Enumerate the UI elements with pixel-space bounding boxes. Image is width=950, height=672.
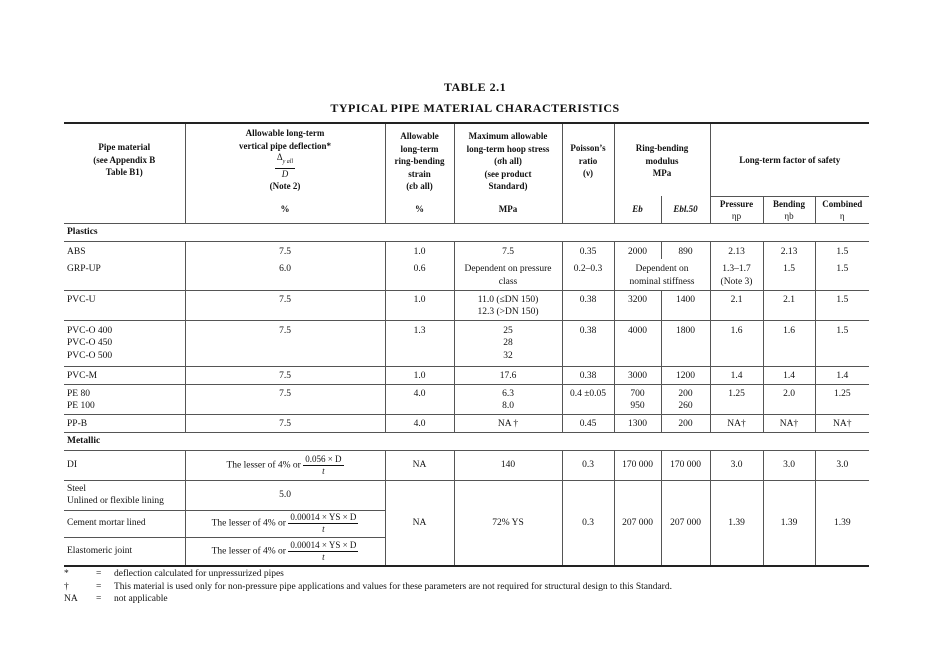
table-cell: Dependent on pressure class (454, 259, 562, 290)
footnote: NA = not applicable (64, 594, 168, 604)
table-cell: 1200 (661, 366, 710, 384)
table-cell: 1.6 (763, 320, 815, 366)
table-cell: 1.39 (763, 480, 815, 566)
table-cell: 1.5 (763, 259, 815, 290)
table-row (64, 259, 869, 290)
table-cell: 890 (661, 241, 710, 259)
table-cell: 2.1 (763, 290, 815, 320)
table-cell: 17.6 (454, 366, 562, 384)
table-cell: 1.0 (385, 290, 454, 320)
table-cell: Cement mortar lined (64, 510, 185, 537)
unit-poisson (562, 196, 614, 223)
table-row (64, 320, 869, 366)
header-safety: Long-term factor of safety (710, 123, 869, 196)
header-bending: Bending ηb (763, 196, 815, 223)
table-cell: NA † (454, 414, 562, 432)
header-hoop-stress: Maximum allowable long-term hoop stress (σh all) (see product Standard) (454, 123, 562, 196)
table-cell: The lesser of 4% or $\frac{0.056 \times D}{t}$ (185, 450, 385, 480)
table-cell: NA† (815, 414, 869, 432)
table-row (64, 223, 869, 241)
table-row (64, 196, 869, 223)
table-cell: 170 000 (661, 450, 710, 480)
table-row (64, 366, 869, 384)
header-poisson: Poisson’s ratio (ν) (562, 123, 614, 196)
table-cell: 6.0 (185, 259, 385, 290)
table-row (64, 450, 869, 480)
table-cell: 1.6 (710, 320, 763, 366)
header-eb: Eb (614, 196, 661, 223)
deflection-fraction: $\frac{\Delta_{y all}}{D}$ (276, 152, 294, 179)
table-cell: 200 (661, 414, 710, 432)
table-cell: 7.5 (185, 290, 385, 320)
header-material: Pipe material (see Appendix B Table B1) (64, 123, 185, 196)
table-cell: NA (385, 450, 454, 480)
table-cell: 1.39 (710, 480, 763, 566)
table-cell: NA† (763, 414, 815, 432)
table-cell: Elastomeric joint (64, 537, 185, 566)
table-cell: 0.38 (562, 320, 614, 366)
table-cell: 0.38 (562, 290, 614, 320)
table-cell: 1.5 (815, 290, 869, 320)
table-cell: NA† (710, 414, 763, 432)
table-cell: 1.3–1.7 (Note 3) (710, 259, 763, 290)
table-cell: 2.13 (763, 241, 815, 259)
table-cell: 0.35 (562, 241, 614, 259)
table-cell: ABS (67, 246, 86, 257)
table-cell: 1.39 (815, 480, 869, 566)
header-strain: Allowable long-term ring-bending strain (εb all) (385, 123, 454, 196)
table-row (64, 480, 869, 510)
table-cell: 1800 (661, 320, 710, 366)
table-cell: 200 260 (661, 384, 710, 414)
table-cell: 72% YS (454, 480, 562, 566)
section-plastics: Plastics (64, 223, 869, 241)
table-cell: 25 28 32 (454, 320, 562, 366)
table-cell: The lesser of 4% or $\frac{0.00014 \times YS \times D}{t}$ (185, 537, 385, 566)
table-cell: The lesser of 4% or $\frac{0.00014 \times YS \times D}{t}$ (185, 510, 385, 537)
footnotes (64, 568, 672, 606)
header-ebl50: Ebl.50 (661, 196, 710, 223)
di-fraction: $\frac{0.056 \times D}{t}$ (305, 453, 342, 476)
table-cell: 1.5 (815, 320, 869, 366)
table-cell: 170 000 (614, 450, 661, 480)
table-cell: 3.0 (710, 450, 763, 480)
table-cell: PP-B (64, 414, 185, 432)
table-cell: GRP-UP (64, 259, 185, 290)
pipe-material-table (64, 122, 869, 567)
elastomeric-fraction: $\frac{0.00014 \times YS \times D}{t}$ (290, 539, 357, 562)
table-cell: 1.25 (815, 384, 869, 414)
table-cell: 6.3 8.0 (454, 384, 562, 414)
unit-hoop: MPa (454, 196, 562, 223)
table-row (64, 290, 869, 320)
table-row (64, 123, 869, 196)
table-cell: 2.13 (710, 241, 763, 259)
table-cell: 7.5 (185, 241, 385, 259)
table-cell: 3200 (614, 290, 661, 320)
table-cell: 4.0 (385, 414, 454, 432)
table-cell: 0.3 (562, 450, 614, 480)
table-cell: 1300 (614, 414, 661, 432)
table-row (64, 414, 869, 432)
table-cell: 0.6 (385, 259, 454, 290)
footnote: * = deflection calculated for unpressurized pipes (64, 569, 284, 579)
table-cell: 1.4 (763, 366, 815, 384)
table-row (64, 384, 869, 414)
table-cell: 7.5 (185, 320, 385, 366)
table-cell: 207 000 (661, 480, 710, 566)
table-cell: 4000 (614, 320, 661, 366)
table-cell: 4.0 (385, 384, 454, 414)
header-modulus: Ring-bending modulus MPa (614, 123, 710, 196)
table-cell: 1.3 (385, 320, 454, 366)
table-cell: 1.25 (710, 384, 763, 414)
table-cell: 1.0 (385, 241, 454, 259)
table-cell: 0.4 ±0.05 (562, 384, 614, 414)
table-cell: 0.3 (562, 480, 614, 566)
table-cell: 1.0 (385, 366, 454, 384)
table-cell: 1400 (661, 290, 710, 320)
table-cell: 0.45 (562, 414, 614, 432)
table-cell: 7.5 (454, 241, 562, 259)
table-cell: 2000 (614, 241, 661, 259)
table-cell: 2.0 (763, 384, 815, 414)
table-cell: PE 80 PE 100 (64, 384, 185, 414)
table-cell: PVC-O 400 PVC-O 450 PVC-O 500 (64, 320, 185, 366)
table-cell: 700 950 (614, 384, 661, 414)
header-material-unit (64, 196, 185, 223)
table-cell: 0.2–0.3 (562, 259, 614, 290)
cement-fraction: $\frac{0.00014 \times YS \times D}{t}$ (290, 512, 357, 534)
table-cell: DI (64, 450, 185, 480)
table-cell: 0.38 (562, 366, 614, 384)
footnote: † = This material is used only for non-pressure pipe applications and values for these parameters are not required for structural design to this Standard. (64, 581, 672, 592)
section-metallic: Metallic (64, 432, 869, 450)
table-cell: Dependent on nominal stiffness (614, 259, 710, 290)
table-cell: 3.0 (815, 450, 869, 480)
table-cell: 1.4 (710, 366, 763, 384)
header-deflection: Allowable long-term vertical pipe deflection* $\frac{\Delta_{y all}}{D}$ (Note 2) (185, 123, 385, 196)
table-cell: Steel Unlined or flexible lining (64, 480, 185, 510)
table-cell: 2.1 (710, 290, 763, 320)
unit-deflection: % (185, 196, 385, 223)
table-cell: PVC-U (64, 290, 185, 320)
table-cell: PVC-M (64, 366, 185, 384)
table-cell: 140 (454, 450, 562, 480)
table-number: TABLE 2.1 (443, 80, 507, 94)
table-cell: 5.0 (185, 480, 385, 510)
table-cell: 7.5 (185, 366, 385, 384)
table-cell: 1.5 (815, 259, 869, 290)
header-combined: Combined η (815, 196, 869, 223)
table-cell: 7.5 (185, 414, 385, 432)
table-row (64, 241, 869, 259)
table-cell: 1.5 (815, 241, 869, 259)
table-cell: 7.5 (185, 384, 385, 414)
unit-strain: % (385, 196, 454, 223)
table-cell: 3.0 (763, 450, 815, 480)
table-cell: NA (385, 480, 454, 566)
table-row (64, 432, 869, 450)
header-pressure: Pressure ηp (710, 196, 763, 223)
table-cell: 207 000 (614, 480, 661, 566)
table-cell: 3000 (614, 366, 661, 384)
table-title: TYPICAL PIPE MATERIAL CHARACTERISTICS (330, 101, 620, 115)
table-cell: 11.0 (≤DN 150) 12.3 (>DN 150) (454, 290, 562, 320)
table-cell: 1.4 (815, 366, 869, 384)
